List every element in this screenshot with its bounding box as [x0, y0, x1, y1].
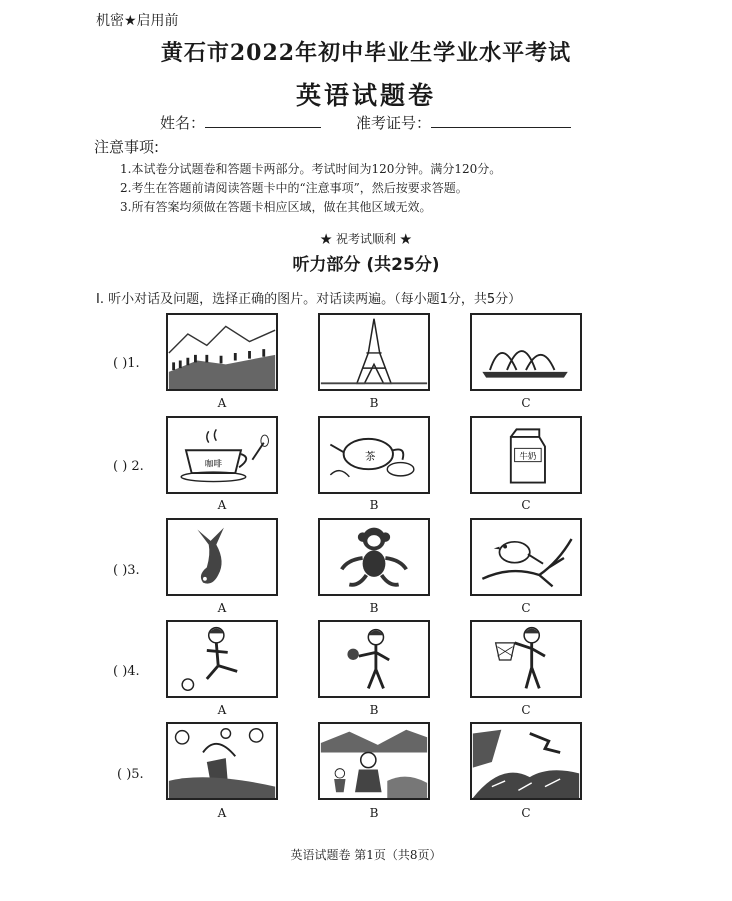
option-letter: C: [521, 703, 531, 717]
great-wall-icon[interactable]: [166, 313, 278, 391]
legend-archer-icon[interactable]: [166, 722, 278, 800]
option-letter: A: [217, 703, 227, 717]
good-luck-line: ★ 祝考试顺利 ★: [320, 232, 412, 246]
notice-item: 1.本试卷分试题卷和答题卡两部分。考试时间为120分钟。满分120分。: [120, 162, 502, 176]
fish-icon[interactable]: [166, 518, 278, 596]
option-letter: B: [369, 601, 379, 615]
exam-number-row: [356, 112, 571, 133]
option-letter: C: [521, 498, 531, 512]
paper-title: 英语试题卷: [295, 81, 436, 110]
eiffel-tower-icon[interactable]: [318, 313, 430, 391]
notice-item: 2.考生在答题前请阅读答题卡中的“注意事项”，然后按要求答题。: [120, 181, 468, 195]
option-letter: C: [521, 806, 531, 820]
monkey-icon[interactable]: [318, 518, 430, 596]
option-letter: B: [369, 806, 379, 820]
option-letter: A: [217, 806, 227, 820]
option-letter: C: [521, 601, 531, 615]
sydney-opera-house-icon[interactable]: [470, 313, 582, 391]
name-field[interactable]: [205, 126, 321, 128]
instruction: I. 听小对话及问题，选择正确的图片。对话读两遍。（每小题1分，共5分）: [96, 292, 522, 307]
legend-scene-icon[interactable]: [318, 722, 430, 800]
boy-playing-basketball-icon[interactable]: [470, 620, 582, 698]
exam-title: 黄石市2022年初中毕业生学业水平考试: [160, 40, 572, 66]
option-letter: B: [369, 498, 379, 512]
option-letter: A: [217, 498, 227, 512]
coffee-cup-icon[interactable]: [166, 416, 278, 494]
page-footer: 英语试题卷 第1页（共8页）: [290, 848, 442, 862]
question-number: ( )3.: [113, 563, 140, 578]
option-letter: B: [369, 396, 379, 410]
milk-carton-icon[interactable]: [470, 416, 582, 494]
name-label: 姓名：: [160, 114, 206, 132]
exam-number-field[interactable]: [431, 126, 571, 128]
coffee-cup-text: 咖啡: [204, 459, 222, 470]
teapot-icon[interactable]: [318, 416, 430, 494]
exam-number-label: 准考证号：: [356, 114, 432, 132]
option-letter: A: [217, 396, 227, 410]
question-number: ( )4.: [113, 664, 140, 679]
question-number: ( ) 2.: [113, 459, 144, 474]
section-title: 听力部分 (共25分): [292, 255, 440, 275]
bird-icon[interactable]: [470, 518, 582, 596]
name-field-row: [160, 112, 321, 133]
option-letter: B: [369, 703, 379, 717]
option-letter: A: [217, 601, 227, 615]
boy-playing-soccer-icon[interactable]: [166, 620, 278, 698]
confidential-label: 机密★启用前: [96, 13, 179, 29]
milk-carton-text: 牛奶: [519, 451, 537, 462]
boy-playing-ping-pong-icon[interactable]: [318, 620, 430, 698]
legend-flood-icon[interactable]: [470, 722, 582, 800]
teapot-text: 茶: [364, 450, 376, 463]
option-letter: C: [521, 396, 531, 410]
question-number: ( )5.: [117, 767, 144, 782]
notice-item: 3.所有答案均须做在答题卡相应区域，做在其他区域无效。: [120, 200, 432, 214]
question-number: ( )1.: [113, 356, 140, 371]
notice-heading: 注意事项:: [94, 138, 160, 156]
